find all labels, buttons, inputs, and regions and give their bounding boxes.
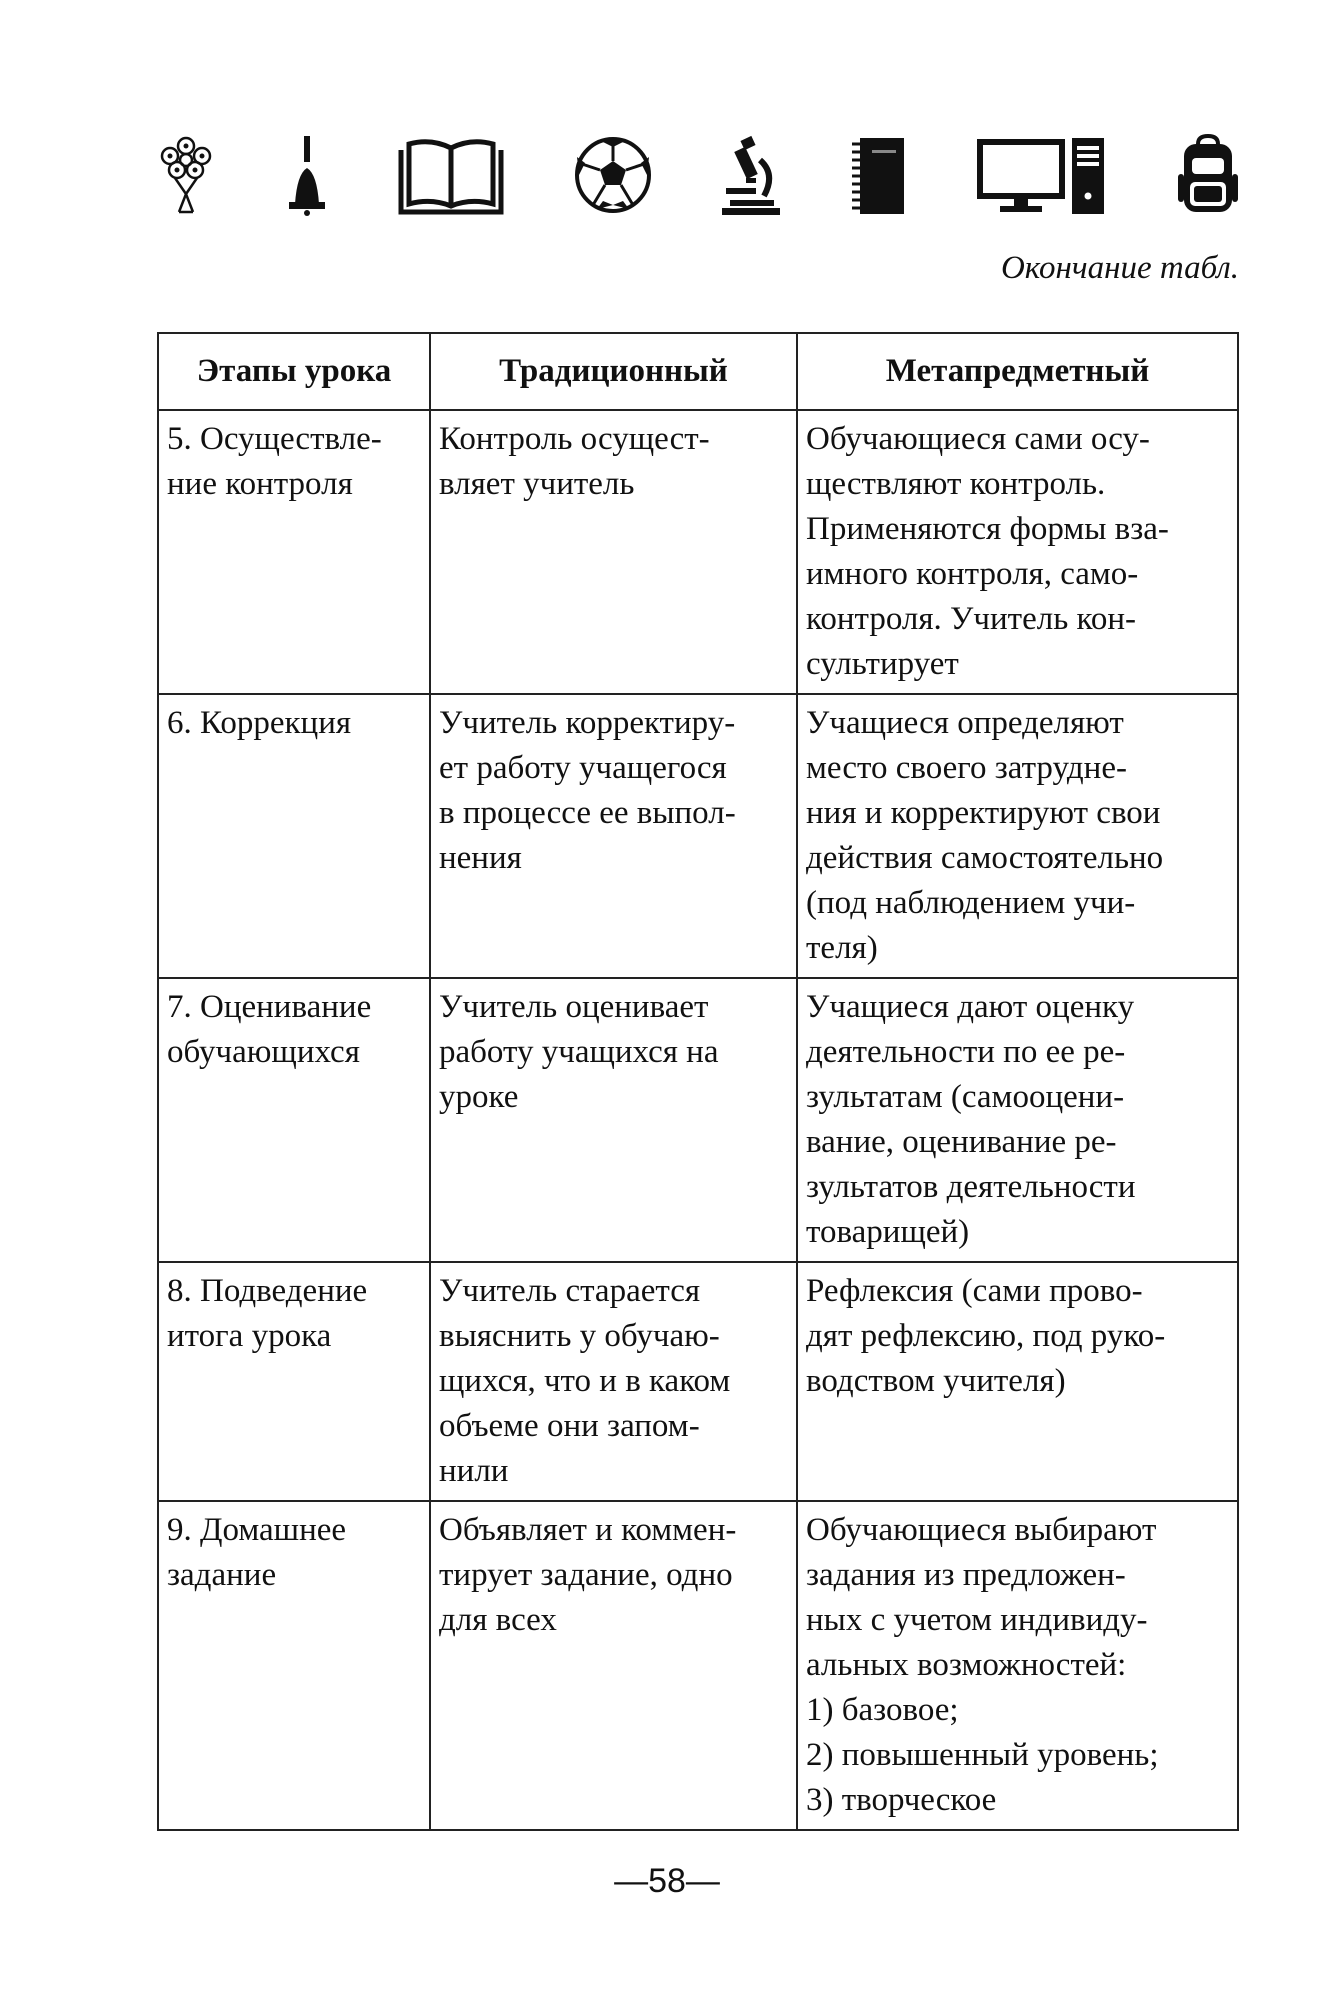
- column-header: Этапы урока: [158, 333, 430, 410]
- notebook-icon: [850, 134, 908, 216]
- metasubject-cell: Учащиеся определяют место своего затрудне- ния и корректируют свои действия самостоятельно (под наблюдением учи- теля): [797, 694, 1238, 978]
- header-icons-row: [155, 130, 1240, 220]
- stage-cell: 8. Подведение итога урока: [158, 1262, 430, 1501]
- stage-cell: 9. Домашнее задание: [158, 1501, 430, 1830]
- page-number: —58—: [614, 1862, 720, 1900]
- column-header: Традиционный: [430, 333, 797, 410]
- stage-cell: 6. Коррекция: [158, 694, 430, 978]
- traditional-cell: Учитель старается выяснить у обучаю- щихся, что и в каком объеме они запом- нили: [430, 1262, 797, 1501]
- metasubject-cell: Обучающиеся сами осу- ществляют контроль. Применяются формы вза- имного контроля, само- контроля. Учитель кон- сультирует: [797, 410, 1238, 694]
- table-continuation-caption: Окончание табл.: [1000, 250, 1239, 286]
- traditional-cell: Учитель оценивает работу учащихся на уроке: [430, 978, 797, 1262]
- table-row: [158, 410, 1238, 694]
- metasubject-cell: Обучающиеся выбирают задания из предложен- ных с учетом индивиду- альных возможностей: 1) базовое; 2) повышенный уровень; 3) творческое: [797, 1501, 1238, 1830]
- table-row: [158, 978, 1238, 1262]
- traditional-cell: Учитель корректиру- ет работу учащегося в процессе ее выпол- нения: [430, 694, 797, 978]
- column-header: Метапредметный: [797, 333, 1238, 410]
- backpack-icon: [1176, 134, 1240, 216]
- metasubject-cell: Рефлексия (сами прово- дят рефлексию, под руко- водством учителя): [797, 1262, 1238, 1501]
- computer-icon: [976, 134, 1108, 216]
- traditional-cell: Контроль осущест- вляет учитель: [430, 410, 797, 694]
- table-row: [158, 1501, 1238, 1830]
- soccer-ball-icon: [573, 135, 653, 215]
- table-header-row: [158, 333, 1238, 410]
- open-book-icon: [397, 134, 505, 216]
- traditional-cell: Объявляет и коммен- тирует задание, одно для всех: [430, 1501, 797, 1830]
- stage-cell: 7. Оценивание обучающихся: [158, 978, 430, 1262]
- table-row: [158, 694, 1238, 978]
- school-bell-icon: [285, 134, 329, 216]
- microscope-icon: [720, 134, 782, 216]
- table-row: [158, 1262, 1238, 1501]
- stage-cell: 5. Осуществле- ние контроля: [158, 410, 430, 694]
- metasubject-cell: Учащиеся дают оценку деятельности по ее ре- зультатам (самооцени- вание, оценивание ре- зультатов деятельности товарищей): [797, 978, 1238, 1262]
- flower-bouquet-icon: [155, 134, 217, 216]
- lesson-stages-table: [157, 332, 1239, 1831]
